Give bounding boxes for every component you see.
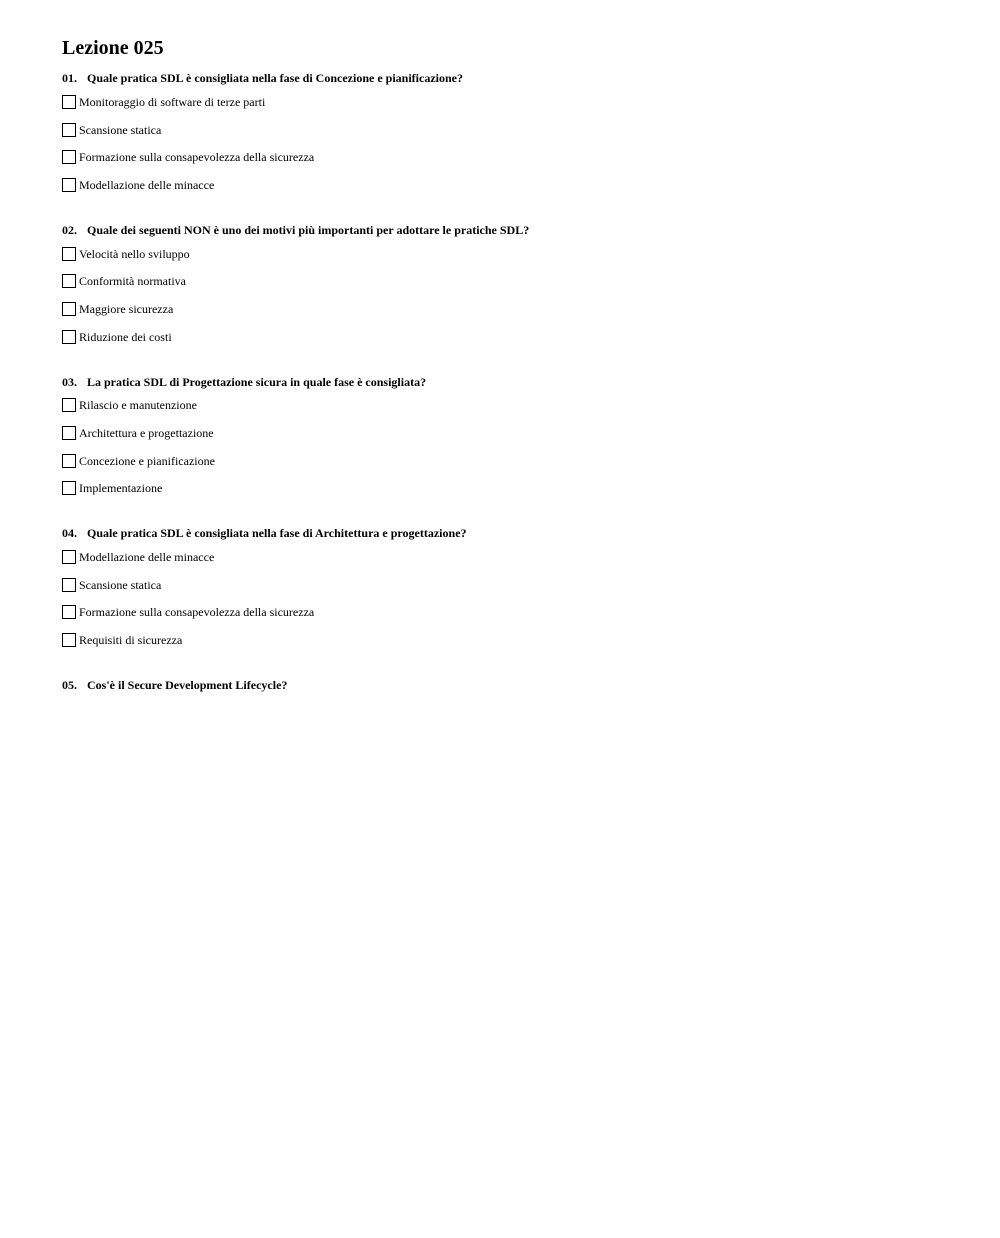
answer-option-label: Modellazione delle minacce — [79, 550, 215, 565]
question-number: 02. — [62, 222, 77, 237]
checkbox[interactable] — [62, 398, 76, 412]
checkbox[interactable] — [62, 302, 76, 316]
question-05 — [62, 677, 962, 693]
question-01 — [62, 70, 962, 199]
question-heading — [62, 525, 962, 541]
spacer — [62, 502, 962, 517]
checkbox[interactable] — [62, 178, 76, 192]
answer-options — [62, 88, 962, 199]
spacer — [62, 199, 962, 214]
answer-option-label: Formazione sulla consapevolezza della sicurezza — [79, 150, 315, 165]
question-heading — [62, 222, 962, 238]
answer-option[interactable] — [62, 475, 962, 503]
answer-options — [62, 392, 962, 503]
answer-option[interactable] — [62, 143, 962, 171]
answer-option-label: Formazione sulla consapevolezza della sicurezza — [79, 605, 315, 620]
question-02 — [62, 222, 962, 351]
answer-option-label: Scansione statica — [79, 122, 162, 137]
question-text: Quale pratica SDL è consigliata nella fase di Architettura e progettazione? — [87, 526, 467, 541]
spacer — [62, 351, 962, 366]
answer-option[interactable] — [62, 599, 962, 627]
answer-option-label: Implementazione — [79, 481, 163, 496]
question-04 — [62, 525, 962, 654]
answer-option[interactable] — [62, 392, 962, 420]
answer-option[interactable] — [62, 88, 962, 116]
answer-option-label: Architettura e progettazione — [79, 426, 214, 441]
question-heading — [62, 677, 962, 693]
checkbox[interactable] — [62, 247, 76, 261]
answer-option[interactable] — [62, 295, 962, 323]
answer-option[interactable] — [62, 543, 962, 571]
question-number: 01. — [62, 71, 77, 85]
checkbox[interactable] — [62, 605, 76, 619]
lesson-title: Lezione 025 — [62, 37, 164, 59]
checkbox[interactable] — [62, 426, 76, 440]
answer-option-label: Riduzione dei costi — [79, 329, 172, 344]
answer-option[interactable] — [62, 419, 962, 447]
question-text: Cos'è il Secure Development Lifecycle? — [87, 678, 288, 692]
checkbox[interactable] — [62, 274, 76, 288]
answer-option-label: Scansione statica — [79, 577, 162, 592]
checkbox[interactable] — [62, 633, 76, 647]
answer-option[interactable] — [62, 267, 962, 295]
answer-option[interactable] — [62, 626, 962, 654]
checkbox[interactable] — [62, 150, 76, 164]
answer-option-label: Modellazione delle minacce — [79, 177, 215, 192]
answer-option[interactable] — [62, 571, 962, 599]
document-page — [62, 34, 962, 693]
question-text: Quale pratica SDL è consigliata nella fase di Concezione e pianificazione? — [87, 71, 463, 85]
checkbox[interactable] — [62, 95, 76, 109]
checkbox[interactable] — [62, 123, 76, 137]
answer-options — [62, 543, 962, 654]
answer-options — [62, 240, 962, 351]
question-text: Quale dei seguenti NON è uno dei motivi più importanti per adottare le pratiche SDL? — [87, 222, 530, 237]
checkbox[interactable] — [62, 578, 76, 592]
answer-option-label: Conformità normativa — [79, 274, 186, 289]
question-number: 03. — [62, 374, 77, 389]
question-03 — [62, 374, 962, 503]
checkbox[interactable] — [62, 481, 76, 495]
checkbox[interactable] — [62, 330, 76, 344]
answer-option-label: Requisiti di sicurezza — [79, 633, 183, 648]
answer-option[interactable] — [62, 240, 962, 268]
spacer — [62, 654, 962, 669]
answer-option-label: Monitoraggio di software di terze parti — [79, 94, 266, 109]
question-heading — [62, 374, 962, 390]
answer-option-label: Velocità nello sviluppo — [79, 246, 190, 261]
answer-option[interactable] — [62, 323, 962, 351]
question-text: La pratica SDL di Progettazione sicura in quale fase è consigliata? — [87, 374, 427, 389]
answer-option[interactable] — [62, 447, 962, 475]
answer-option[interactable] — [62, 171, 962, 199]
answer-option-label: Concezione e pianificazione — [79, 453, 215, 468]
answer-option[interactable] — [62, 116, 962, 144]
answer-option-label: Maggiore sicurezza — [79, 301, 174, 316]
checkbox[interactable] — [62, 454, 76, 468]
question-number: 05. — [62, 678, 77, 692]
answer-option-label: Rilascio e manutenzione — [79, 398, 197, 413]
question-heading — [62, 70, 962, 86]
checkbox[interactable] — [62, 550, 76, 564]
question-number: 04. — [62, 526, 77, 541]
